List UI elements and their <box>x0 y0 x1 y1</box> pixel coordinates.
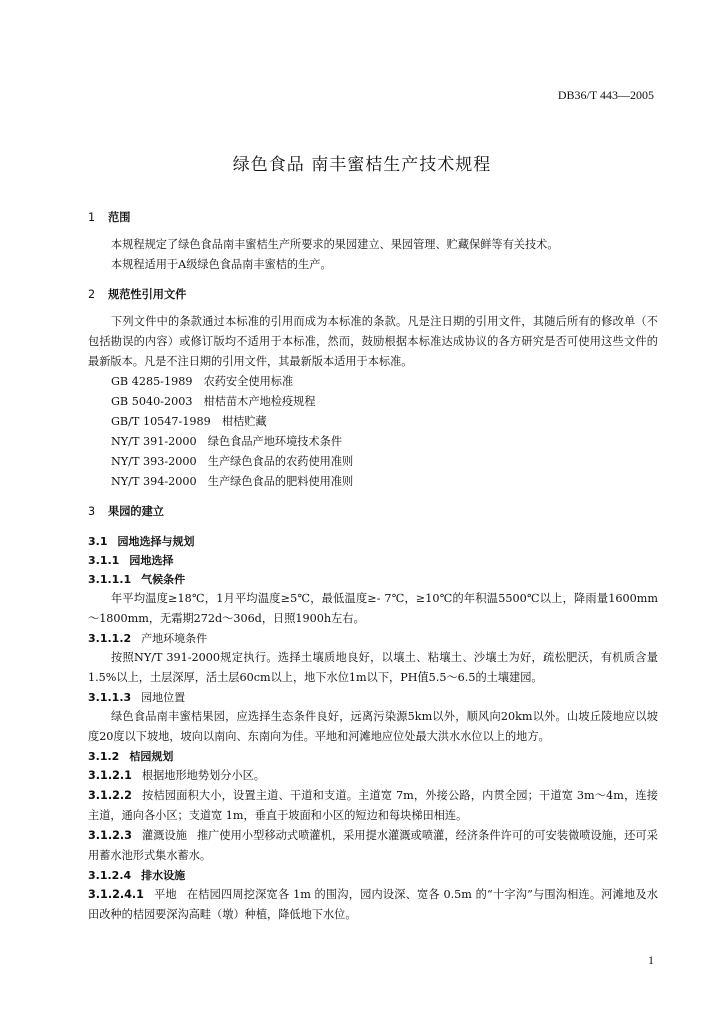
reference-item: NY/T 394-2000 生产绿色食品的肥料使用准则 <box>111 475 354 488</box>
clause-heading <box>88 688 658 707</box>
document-title: 绿色食品 南丰蜜桔生产技术规程 <box>232 155 492 175</box>
clause-text: 根据地形地势划分小区。 <box>141 769 265 782</box>
paragraph: 绿色食品南丰蜜桔果园，应选择生态条件良好，远离污染源5km以外，顺风向20km以外。山坡丘陵地应以坡度20度以下坡地，坡向以南向、东南向为佳。平地和河滩地应位处最大洪水水位以上的地方。 <box>88 710 658 743</box>
reference-item: GB 4285-1989 农药安全使用标准 <box>111 375 294 388</box>
clause-lead: 平地 <box>153 888 177 901</box>
clause-paragraph <box>88 786 658 826</box>
section-number: 1 <box>88 211 96 224</box>
subsection-title: 桔园规划 <box>129 750 174 763</box>
clause-number: 3.1.2.2 <box>88 789 132 802</box>
reference-item: GB 5040-2003 柑桔苗木产地检疫规程 <box>111 395 316 408</box>
section-title: 范围 <box>108 211 131 224</box>
section-heading-3 <box>88 502 658 522</box>
paragraph: 本规程规定了绿色食品南丰蜜桔生产所要求的果园建立、果园管理、贮藏保鲜等有关技术。 <box>111 238 559 251</box>
paragraph: 按照NY/T 391-2000规定执行。选择土壤质地良好，以壤土、粘壤土、沙壤土为好，疏松肥沃，有机质含量1.5%以上，土层深厚，活土层60cm以上，地下水位1m以下，PH值5.5～6.5的土壤建园。 <box>88 651 658 684</box>
clause-title: 气候条件 <box>141 573 186 586</box>
clause-heading <box>88 570 658 589</box>
clause-title: 园地位置 <box>141 691 186 704</box>
clause-heading <box>88 866 658 885</box>
reference-item: NY/T 393-2000 生产绿色食品的农药使用准则 <box>111 455 354 468</box>
clause-number: 3.1.2.1 <box>88 769 132 782</box>
clause-number: 3.1.2.4.1 <box>88 888 144 901</box>
subsection-title: 园地选择与规划 <box>117 535 195 548</box>
section-heading-2 <box>88 285 658 305</box>
section-title: 规范性引用文件 <box>108 288 187 301</box>
clause-title: 排水设施 <box>141 869 186 882</box>
clause-number: 3.1.1.3 <box>88 691 132 704</box>
section-heading-1 <box>88 208 658 228</box>
subsection-heading <box>88 747 658 766</box>
section-number: 3 <box>88 505 96 518</box>
clause-text: 按桔园面积大小，设置主道、干道和支道。主道宽 7m，外接公路，内贯全园；干道宽 3m～4m，连接主道，通向各小区；支道宽 1m，垂直于坡面和小区的短边和每块梯田相连。 <box>88 789 658 822</box>
subsection-title: 园地选择 <box>129 554 174 567</box>
clause-number: 3.1.1.1 <box>88 573 132 586</box>
subsection-number: 3.1.2 <box>88 750 120 763</box>
section-number: 2 <box>88 288 96 301</box>
clause-number: 3.1.2.4 <box>88 869 132 882</box>
clause-text: 推广使用小型移动式喷灌机，采用提水灌溉或喷灌，经济条件许可的可安装微喷设施，还可采用蓄水池形式集水蓄水。 <box>88 829 658 862</box>
paragraph: 下列文件中的条款通过本标准的引用而成为本标准的条款。凡是注日期的引用文件，其随后所有的修改单（不包括勘误的内容）或修订版均不适用于本标准，然而，鼓励根据本标准达成协议的各方研究是否可使用这些文件的最新版本。凡是不注日期的引用文件，其最新版本适用于本标准。 <box>88 315 658 368</box>
clause-paragraph <box>88 826 658 866</box>
subsection-heading <box>88 551 658 570</box>
clause-heading <box>88 629 658 648</box>
clause-text: 在桔园四周挖深宽各 1m 的围沟，园内设深、宽各 0.5m 的“十字沟”与围沟相连。河滩地及水田改种的桔园要深沟高畦（墩）种植，降低地下水位。 <box>88 888 658 921</box>
clause-paragraph <box>88 885 658 925</box>
clause-paragraph <box>88 766 658 786</box>
standard-code: DB36/T 443—2005 <box>557 88 654 102</box>
subsection-heading <box>88 532 658 551</box>
paragraph: 本规程适用于A级绿色食品南丰蜜桔的生产。 <box>111 258 332 271</box>
reference-item: GB/T 10547-1989 柑桔贮藏 <box>111 415 267 428</box>
paragraph: 年平均温度≥18℃，1月平均温度≥5℃，最低温度≥- 7℃，≥10℃的年积温5500℃以上，降雨量1600mm～1800mm，无霜期272d～306d，日照1900h左右。 <box>88 592 658 625</box>
clause-lead: 灌溉设施 <box>141 829 187 842</box>
clause-number: 3.1.1.2 <box>88 632 132 645</box>
page-number: 1 <box>648 953 654 967</box>
subsection-number: 3.1 <box>88 535 108 548</box>
clause-title: 产地环境条件 <box>141 632 208 645</box>
section-title: 果园的建立 <box>108 505 164 518</box>
reference-item: NY/T 391-2000 绿色食品产地环境技术条件 <box>111 435 343 448</box>
clause-number: 3.1.2.3 <box>88 829 132 842</box>
document-body <box>88 208 658 925</box>
subsection-number: 3.1.1 <box>88 554 120 567</box>
